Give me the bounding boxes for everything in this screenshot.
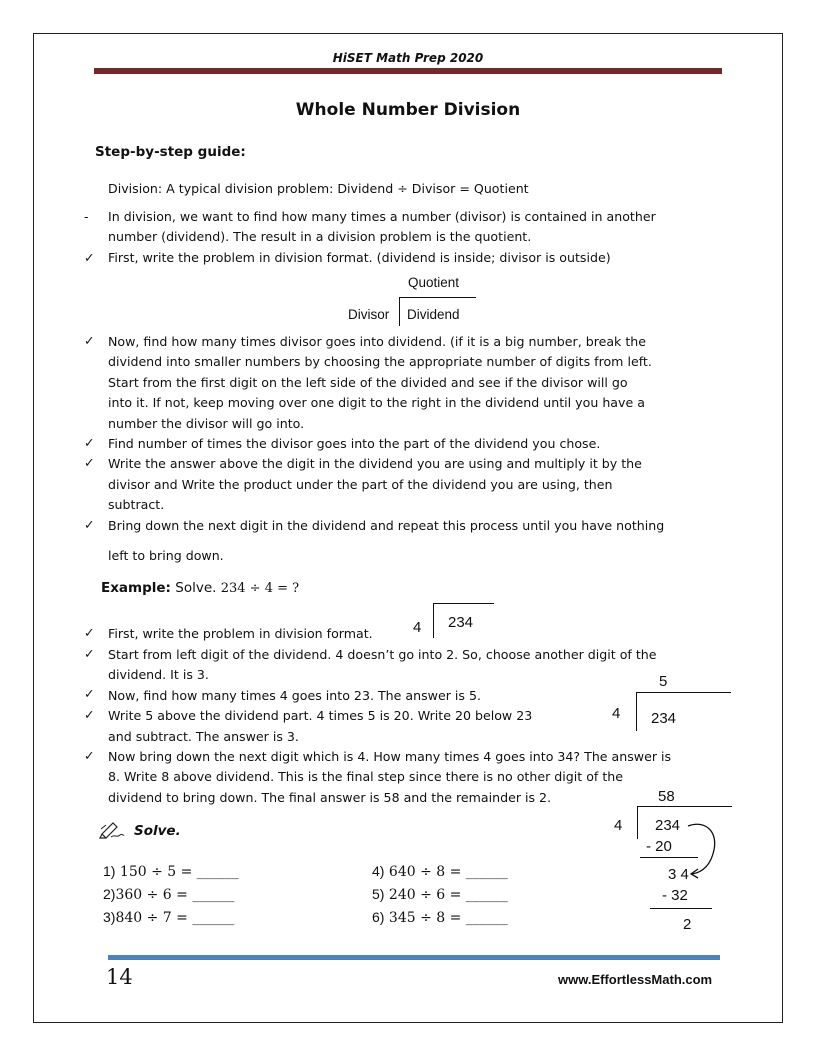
check-icon: ✓	[84, 707, 95, 722]
running-header: HiSET Math Prep 2020	[332, 51, 484, 65]
pencil-writing-icon	[99, 819, 125, 839]
diagram-dividend-label: Dividend	[407, 307, 460, 322]
example-label: Example:	[101, 580, 171, 596]
div2-quotient: 5	[659, 673, 668, 690]
header-rule	[94, 68, 722, 74]
problem-item: 5) 240 ÷ 6 = ______	[372, 886, 508, 903]
problem-item: 3)840 ÷ 7 = ______	[103, 909, 235, 926]
guide-text-3: left to bring down.	[108, 548, 224, 563]
check-icon: ✓	[84, 625, 95, 640]
check-icon: ✓	[84, 646, 95, 661]
check-icon: ✓	[84, 435, 95, 450]
solve-label: Solve.	[134, 823, 181, 839]
guide-heading: Step-by-step guide:	[95, 144, 246, 160]
problems-col-1	[103, 860, 239, 929]
div3-subtract-1: - 20	[646, 838, 672, 855]
div3-remainder: 2	[683, 916, 692, 933]
division-bracket	[399, 297, 476, 326]
div3-dividend: 234	[655, 817, 681, 834]
problem-item: 1) 150 ÷ 5 = ______	[103, 863, 239, 880]
example-steps-text: Start from left digit of the dividend. 4 doesn’t go into 2. So, choose another digit of the dividend. It is 3. Now, find how many times 4 goes into 23. The answer is 5. Write 5 above the dividend part. 4 times 5 is 20. Write 20 below 23 and subtract. The answer is 3. Now bring down the next digit which is 4. How many times 4 goes into 34? The answer is 8. Write 8 above dividend. This is the final step since there is no other digit of the dividend to bring down. The final answer is 58 and the remainder is 2.	[108, 647, 672, 805]
div1-dividend: 234	[448, 614, 474, 631]
div2-divisor: 4	[612, 705, 621, 722]
example-expression: 234 ÷ 4 = ?	[220, 581, 300, 596]
div3-bring-down: 3 4	[668, 866, 689, 883]
diagram-divisor-label: Divisor	[348, 307, 390, 322]
div3-quotient: 58	[658, 788, 675, 805]
page-number: 14	[106, 965, 133, 989]
dash-bullet: -	[84, 209, 89, 224]
bring-down-arrow-icon	[680, 820, 720, 880]
div1-divisor: 4	[413, 619, 422, 636]
problem-item: 2)360 ÷ 6 = ______	[103, 886, 235, 903]
guide-text-1: In division, we want to find how many times a number (divisor) is contained in another number (dividend). The result in a division problem is the quotient. First, write the problem in division format. (dividend is inside; divisor is outside)	[108, 209, 656, 265]
example-prompt: Solve.	[175, 580, 217, 596]
check-icon: ✓	[84, 686, 95, 701]
problem-item: 4) 640 ÷ 8 = ______	[372, 863, 508, 880]
check-icon: ✓	[84, 250, 95, 265]
div2-dividend: 234	[651, 710, 677, 727]
check-icon: ✓	[84, 455, 95, 470]
page-title: Whole Number Division	[295, 100, 521, 120]
website-link: www.EffortlessMath.com	[558, 972, 713, 987]
div3-rule-2	[650, 908, 712, 909]
check-icon: ✓	[84, 517, 95, 532]
example-step-1: First, write the problem in division format.	[108, 626, 373, 641]
check-icon: ✓	[84, 748, 95, 763]
div3-subtract-2: - 32	[662, 887, 688, 904]
guide-intro: Division: A typical division problem: Dividend ÷ Divisor = Quotient	[108, 181, 529, 196]
div3-divisor: 4	[614, 817, 623, 834]
diagram-quotient-label: Quotient	[408, 275, 460, 290]
problem-item: 6) 345 ÷ 8 = ______	[372, 909, 508, 926]
example-line	[101, 580, 299, 596]
guide-text-2: Now, find how many times divisor goes into dividend. (if it is a big number, break the dividend into smaller numbers by choosing the appropriate number of digits from left. Start from the first digit on the left side of the divided and see if the divisor will go into it. If not, keep moving over one digit to the right in the dividend until you have a number the divisor will go into. Find number of times the divisor goes into the part of the dividend you chose. Write the answer above the digit in the dividend you are using and multiply it by the divisor and Write the product under the part of the dividend you are using, then subtract. Bring down the next digit in the dividend and repeat this process until you have nothing	[108, 334, 665, 533]
footer-rule	[108, 955, 720, 960]
check-icon: ✓	[84, 333, 95, 348]
problems-col-2	[372, 860, 508, 929]
